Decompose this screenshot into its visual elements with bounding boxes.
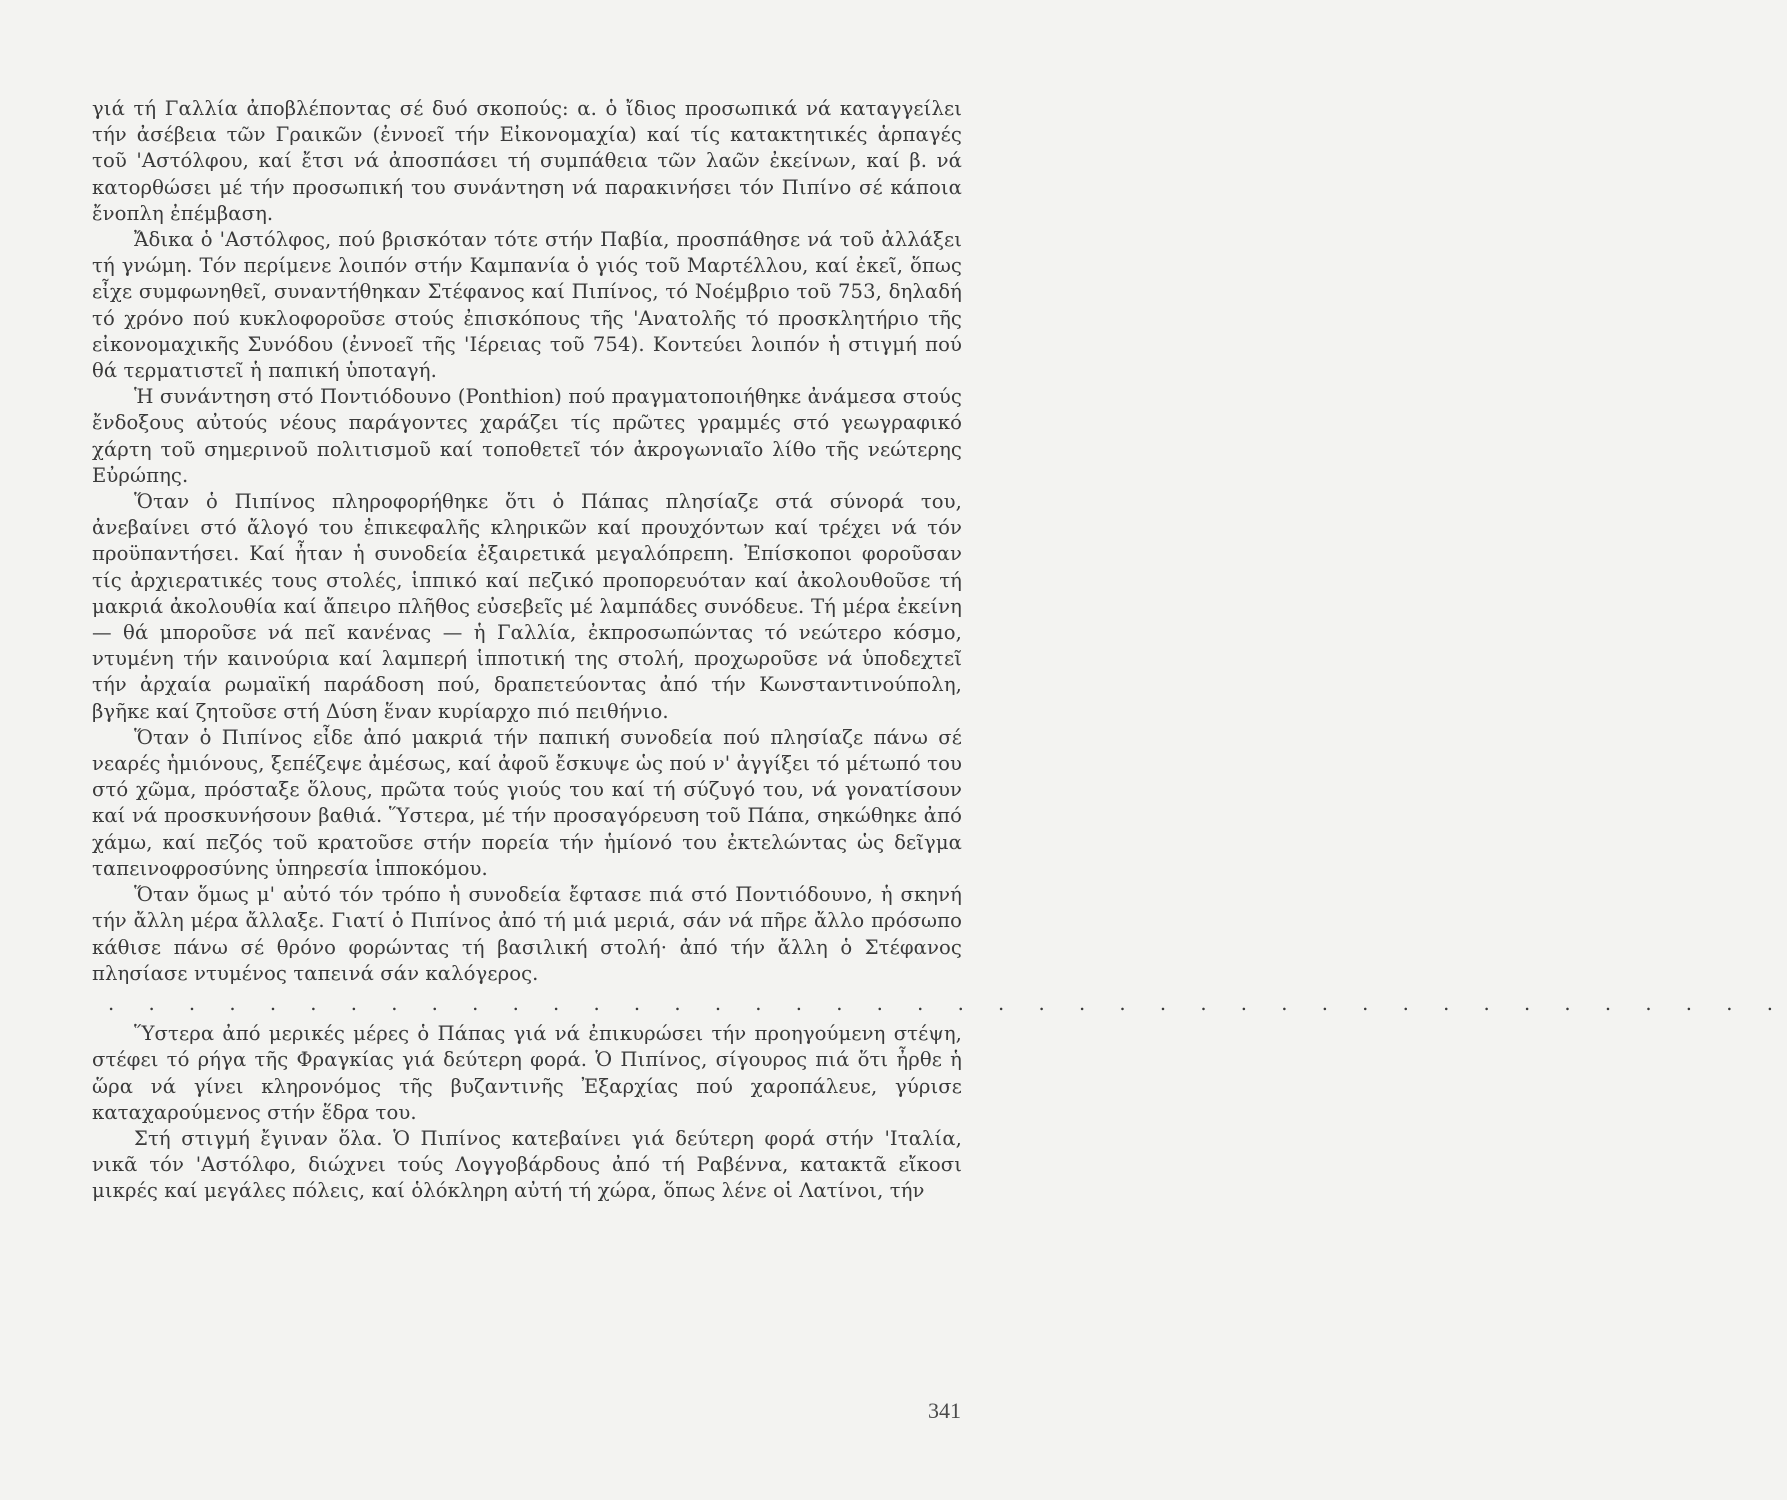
paragraph-6: Ὅταν ὅμως μ' αὐτό τόν τρόπο ἡ συνοδεία ἔφτασε πιά στό Ποντιόδουνο, ἡ σκηνή τήν ἄλλη μέρα ἄλλαξε. Γιατί ὁ Πιπίνος ἀπό τή μιά μεριά, σάν νά πῆρε ἄλλο πρόσωπο κάθισε πάνω σέ θρόνο φορώντας τή βασιλική στολή· ἀπό τήν ἄλλη ὁ Στέφανος πλησίασε ντυμένος ταπεινά σάν καλόγερος. xyxy=(92,883,962,985)
paragraph-4: Ὅταν ὁ Πιπίνος πληροφορήθηκε ὅτι ὁ Πάπας πλησίαζε στά σύνορά του, ἀνεβαίνει στό ἄλογό του ἐπικεφαλῆς κληρικῶν καί πρoυχόντων καί τρέχει νά τόν προϋπαντήσει. Καί ἦταν ἡ συνοδεία ἐξαιρετικά μεγαλόπρεπη. Ἐπίσκοποι φοροῦσαν τίς ἀρχιερατικές τους στολές, ἱππικό καί πεζικό προπορευόταν καί ἀκολουθοῦσε τή μακριά ἀκολουθία καί ἄπειρο πλῆθος εὐσεβεῖς μέ λαμπάδες συνόδευε. Τή μέρα ἐκείνη — θά μποροῦσε νά πεῖ κανένας — ἡ Γαλλία, ἐκπροσωπώντας τό νεώτερο κόσμο, ντυμένη τήν καινούρια καί λαμπερή ἱπποτική της στολή, προχωροῦσε νά ὑποδεχτεῖ τήν ἀρχαία ρωμαϊκή παράδοση πού, δραπετεύοντας ἀπό τήν Κωνσταντινούπολη, βγῆκε καί ζητοῦσε στή Δύση ἕναν κυρίαρχο πιό πειθήνιο. xyxy=(92,490,962,723)
paragraph-8: Στή στιγμή ἔγιναν ὅλα. Ὁ Πιπίνος κατεβαίνει γιά δεύτερη φορά στήν 'Ιταλία, νικᾶ τόν 'Αστόλφο, διώχνει τούς Λογγοβάρδους ἀπό τή Ραβέννα, κατακτᾶ εἴκοσι μικρές καί μεγάλες πόλεις, καί ὁλόκληρη αὐτή τή χώρα, ὅπως λένε οἱ Λατίνοι, τήν xyxy=(92,1126,962,1203)
paragraph-5: Ὅταν ὁ Πιπίνος εἶδε ἀπό μακριά τήν παπική συνοδεία πού πλησίαζε πάνω σέ νεαρές ἡμιόνους, ξεπέζεψε ἀμέσως, καί ἀφοῦ ἔσκυψε ὡς πού ν' ἀγγίξει τό μέτωπό του στό χῶμα, πρόσταξε ὅλους, πρῶτα τούς γιούς του καί τή σύζυγό του, νά γονατίσουν καί νά προσκυνήσουν βαθιά. Ὕστερα, μέ τήν προσαγόρευση τοῦ Πάπα, σηκώθηκε ἀπό χάμω, καί πεζός τοῦ κρατοῦσε στήν πορεία τήν ἡμίονό του ἐκτελώντας ὡς δεῖγμα ταπεινοφροσύνης ὑπηρεσία ἱπποκόμου. xyxy=(92,725,962,880)
page-number: 341 xyxy=(928,1398,961,1423)
paragraph-7: Ὕστερα ἀπό μερικές μέρες ὁ Πάπας γιά νά ἐπικυρώσει τήν προηγούμενη στέψη, στέφει τό ρήγα τῆς Φραγκίας γιά δεύτερη φορά. Ὁ Πιπίνος, σίγουρος πιά ὅτι ἦρθε ἡ ὥρα νά γίνει κληρονόμος τῆς βυζαντινῆς Ἐξαρχίας πού χαροπάλευε, γύρισε καταχαρούμενος στήν ἕδρα του. xyxy=(92,1022,962,1124)
paragraph-3: Ἡ συνάντηση στό Ποντιόδουνο (Ponthion) πού πραγματοποιήθηκε ἀνάμεσα στούς ἔνδοξους αὐτούς νέους παράγοντες χαράζει τίς πρῶτες γραμμές στό γεωγραφικό χάρτη τοῦ σημερινοῦ πολιτισμοῦ καί τοποθετεῖ τόν ἀκρογωνιαῖο λίθο τῆς νεώτερης Εὐρώπης. xyxy=(92,385,962,487)
ellipsis-separator: . . . . . . . . . . . . . . . . . . . . . . . . . . . . . . . . . . . . . . . . . . xyxy=(108,991,1787,1015)
paragraph-2: Ἄδικα ὁ 'Αστόλφος, πού βρισκόταν τότε στήν Παβία, προσπάθησε νά τοῦ ἀλλάξει τή γνώμη. Τόν περίμενε λοιπόν στήν Καμπανία ὁ γιός τοῦ Μαρτέλλου, καί ἐκεῖ, ὅπως εἶχε συμφωνηθεῖ, συναντήθηκαν Στέφανος καί Πιπίνος, τό Νοέμβριο τοῦ 753, δηλαδή τό χρόνο πού κυκλοφοροῦσε στούς ἐπισκόπους τῆς 'Ανατολῆς τό προσκλητήριο τῆς εἰκονομαχικῆς Συνόδου (ἐννοεῖ τῆς 'Ιέρειας τοῦ 754). Κοντεύει λοιπόν ἡ στιγμή πού θά τερματιστεῖ ἡ παπική ὑποταγή. xyxy=(92,228,962,383)
page-body xyxy=(92,96,1787,1456)
paragraph-1: γιά τή Γαλλία ἀποβλέποντας σέ δυό σκοπούς: α. ὁ ἴδιος προσωπικά νά καταγγείλει τήν ἀσέβεια τῶν Γραικῶν (ἐννοεῖ τήν Εἰκονομαχία) καί τίς κατακτητικές ἁρπαγές τοῦ 'Αστόλφου, καί ἔτσι νά ἀποσπάσει τή συμπάθεια τῶν λαῶν ἐκείνων, καί β. νά κατορθώσει μέ τήν προσωπική του συνάντηση νά παρακινήσει τόν Πιπίνο σέ κάποια ἔνοπλη ἐπέμβαση. xyxy=(92,97,962,225)
